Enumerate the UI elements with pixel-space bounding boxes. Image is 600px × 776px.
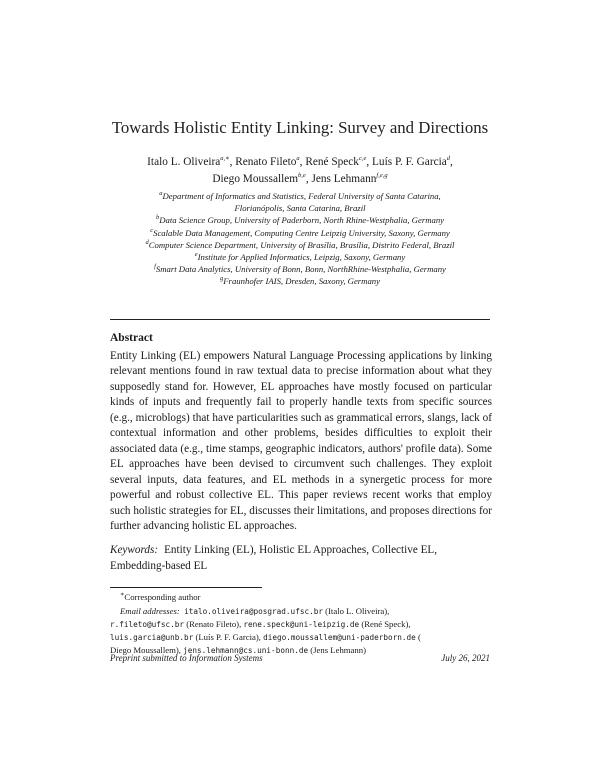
author: Jens Lehmann$^{f,e,g}$ bbox=[311, 172, 388, 185]
affiliation: $^b$Data Science Group, University of Paderborn, North Rhine-Westphalia, Germany bbox=[155, 214, 445, 226]
abstract-heading: Abstract bbox=[110, 332, 153, 344]
affiliation: $^e$Institute for Applied Informatics, Leipzig, Saxony, Germany bbox=[194, 251, 406, 263]
footer-preprint: Preprint submitted to Information Systems bbox=[110, 653, 263, 663]
email-link[interactable]: italo.oliveira@posgrad.ufsc.br bbox=[184, 607, 323, 616]
footnote-emails-line-4: Diego Moussallem), jens.lehmann@cs.uni-bonn.de (Jens Lehmann) bbox=[110, 645, 366, 655]
author: René Speck$^{c,e}$, bbox=[305, 155, 373, 168]
affiliations bbox=[90, 190, 510, 288]
footnote-emails-line-2: r.fileto@ufsc.br (Renato Fileto), rene.speck@uni-leipzig.de (René Speck), bbox=[110, 619, 411, 629]
affiliation: $^f$Smart Data Analytics, University of Bonn, Bonn, NorthRhine-Westphalia, Germany bbox=[154, 263, 446, 275]
footnote-corresponding: ∗Corresponding author bbox=[120, 591, 201, 602]
author: Luís P. F. Garcia$^d$, bbox=[372, 155, 453, 168]
abstract-body: Entity Linking (EL) empowers Natural Language Processing applications by linking relevant mentions found in raw textual data to precise information about what they supposedly stand for. However, EL approaches have mostly focused on particular kinds of inputs and frequently fail to properly handle texts from specific sources (e.g., microblogs) that have particularities such as grammatical errors, slangs, lack of contextual information and other problems, besides difficulties to exploit their associated data (e.g., time stamps, geographic indicators, authors' profile data). Some EL approaches have been devised to circumvent such challenges. They exploit several inputs, data features, and EL methods in a synergetic process for more powerful and robust collective EL. This paper reviews recent works that employ such holistic strategies for EL, discusses their limitations, and proposes directions for further advancing holistic EL approaches. bbox=[110, 350, 492, 532]
paper-title: Towards Holistic Entity Linking: Survey and Directions bbox=[111, 118, 489, 137]
abstract-top-rule bbox=[110, 319, 490, 320]
author-line-2 bbox=[90, 170, 510, 188]
email-link[interactable]: luis.garcia@unb.br bbox=[110, 633, 194, 642]
affiliation: $^a$Department of Informatics and Statistics, Federal University of Santa Catarina, bbox=[159, 190, 441, 201]
keywords-text: Entity Linking (EL), Holistic EL Approaches, Collective EL, Embedding-based EL bbox=[110, 544, 438, 572]
affiliation: $^d$Computer Science Department, University of Brasília, Brasília, Distrito Federal, Brazil bbox=[145, 238, 455, 250]
email-link[interactable]: diego.moussallem@uni-paderborn.de bbox=[263, 633, 416, 642]
affiliation: $^c$Scalable Data Management, Computing Centre Leipzig University, Saxony, Germany bbox=[150, 226, 450, 238]
footer-date: July 26, 2021 bbox=[441, 653, 490, 663]
footnote-rule bbox=[110, 587, 262, 588]
author: Renato Fileto$^a$, bbox=[235, 155, 306, 168]
footnote-emails-line-1: Email addresses: italo.oliveira@posgrad.ufsc.br (Italo L. Oliveira), bbox=[120, 606, 390, 616]
keywords-label: Keywords: bbox=[110, 544, 159, 556]
email-link[interactable]: jens.lehmann@cs.uni-bonn.de bbox=[183, 646, 309, 655]
author: Italo L. Oliveira$^{a,∗}$, bbox=[147, 155, 236, 168]
author-line-1 bbox=[90, 153, 510, 171]
affiliation: Florianópolis, Santa Catarina, Brazil bbox=[234, 203, 366, 214]
footnote-emails-line-3: luis.garcia@unb.br (Luís P. F. Garcia), diego.moussallem@uni-paderborn.de ( bbox=[110, 632, 421, 642]
author: Diego Moussallem$^{b,e}$, bbox=[212, 172, 312, 185]
email-link[interactable]: r.fileto@ufsc.br bbox=[110, 620, 185, 629]
affiliation: $^g$Fraunhofer IAIS, Dresden, Saxony, Germany bbox=[220, 275, 380, 287]
keywords bbox=[110, 543, 492, 574]
email-link[interactable]: rene.speck@uni-leipzig.de bbox=[243, 620, 360, 629]
